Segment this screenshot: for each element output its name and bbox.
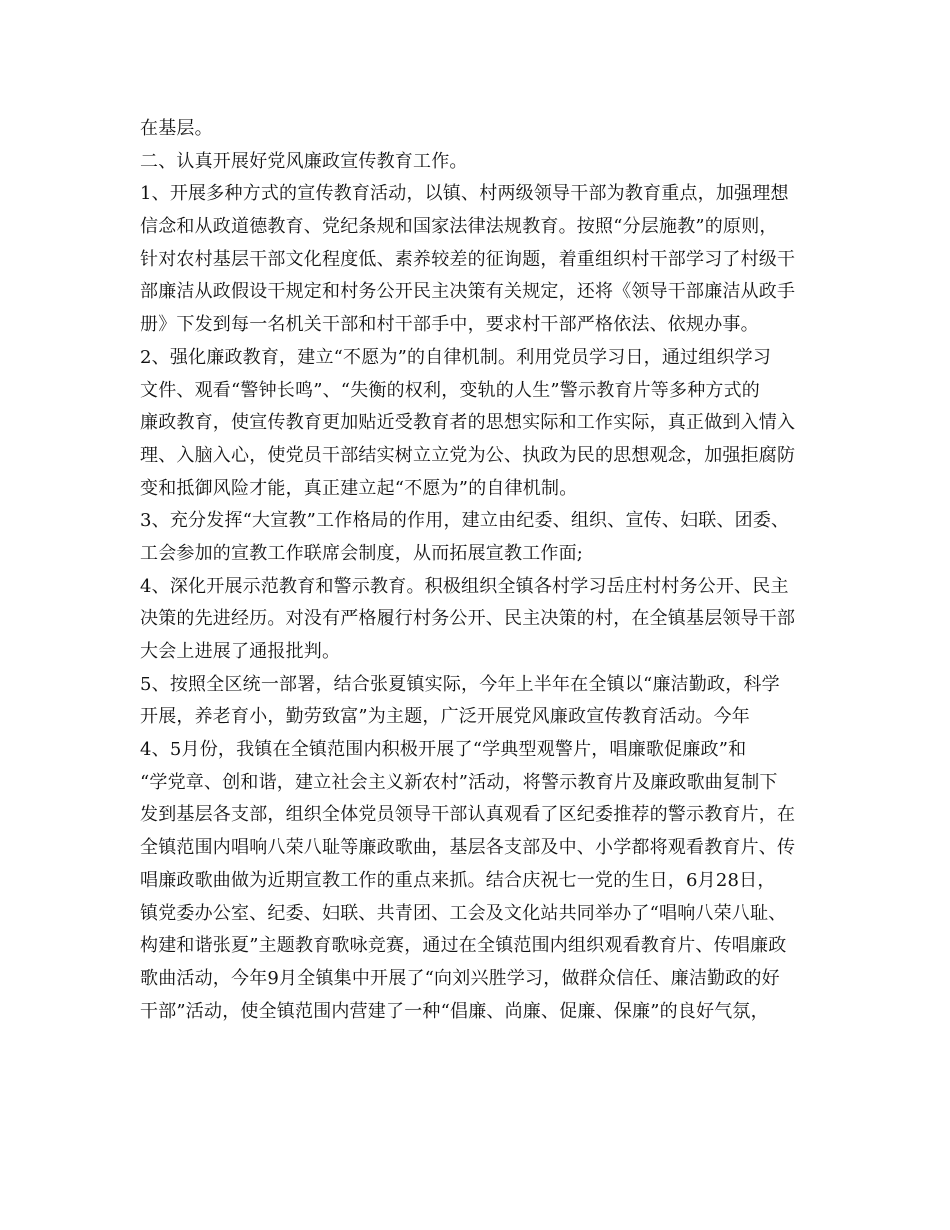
text-line: 决策的先进经历。对没有严格履行村务公开、民主决策的村，在全镇基层领导干部: [140, 608, 796, 630]
text-line: 开展，养老育小，勤劳致富”为主题，广泛开展党风廉政宣传教育活动。今年: [140, 706, 750, 728]
text-line: 部廉洁从政假设干规定和村务公开民主决策有关规定，还将《领导干部廉洁从政手: [140, 281, 796, 303]
text-line: 4、深化开展示范教育和警示教育。积极组织全镇各村学习岳庄村村务公开、民主: [140, 575, 789, 597]
text-line: 3、充分发挥“大宣教”工作格局的作用，建立由纪委、组织、宣传、妇联、团委、: [140, 510, 790, 532]
text-line: 干部”活动，使全镇范围内营建了一种“倡廉、尚廉、促廉、保廉”的良好气氛，: [140, 1000, 769, 1022]
text-line: 4、5月份，我镇在全镇范围内积极开展了“学典型观警片，唱廉歌促廉政”和: [140, 739, 747, 761]
text-line: 全镇范围内唱响八荣八耻等廉政歌曲，基层各支部及中、小学都将观看教育片、传: [140, 837, 796, 859]
text-line: 唱廉政歌曲做为近期宣教工作的重点来抓。结合庆祝七一党的生日，6月28日，: [140, 869, 776, 891]
text-line: 大会上进展了通报批判。: [140, 641, 341, 662]
text-line: 工会参加的宣教工作联席会制度，从而拓展宣教工作面;: [140, 542, 584, 564]
text-line: 构建和谐张夏”主题教育歌咏竞赛，通过在全镇范围内组织观看教育片、传唱廉政: [140, 935, 787, 957]
text-line: 册》下发到每一名机关干部和村干部手中，要求村干部严格依法、依规办事。: [140, 314, 759, 336]
text-line: “学党章、创和谐，建立社会主义新农村”活动，将警示教育片及廉政歌曲复制下: [140, 771, 778, 793]
text-line: 信念和从政道德教育、党纪条规和国家法律法规教育。按照“分层施教”的原则，: [140, 216, 778, 238]
text-line: 变和抵御风险才能，真正建立起“不愿为”的自律机制。: [140, 477, 578, 499]
section-heading: 二、认真开展好党风廉政宣传教育工作。: [140, 150, 468, 172]
text-line: 文件、观看“警钟长鸣”、“失衡的权利，变轨的人生”警示教育片等多种方式的: [140, 379, 761, 401]
text-line: 镇党委办公室、纪委、妇联、共青团、工会及文化站共同举办了“唱响八荣八耻、: [140, 902, 787, 924]
text-line: 发到基层各支部，组织全体党员领导干部认真观看了区纪委推荐的警示教育片，在: [140, 804, 796, 826]
text-line: 1、开展多种方式的宣传教育活动，以镇、村两级领导干部为教育重点，加强理想: [140, 183, 789, 205]
text-line: 针对农村基层干部文化程度低、素养较差的征询题，着重组织村干部学习了村级干: [140, 248, 796, 270]
text-line: 在基层。: [140, 118, 213, 139]
text-line: 歌曲活动，今年9月全镇集中开展了“向刘兴胜学习，做群众信任、廉洁勤政的好: [140, 967, 780, 989]
document-body: [140, 113, 830, 1028]
text-line: 5、按照全区统一部署，结合张夏镇实际，今年上半年在全镇以“廉洁勤政，科学: [140, 673, 780, 695]
text-line: 廉政教育，使宣传教育更加贴近受教育者的思想实际和工作实际，真正做到入情入: [140, 412, 796, 434]
text-line: 2、强化廉政教育，建立“不愿为”的自律机制。利用党员学习日，通过组织学习: [140, 346, 772, 368]
text-line: 理、入脑入心，使党员干部结实树立立党为公、执政为民的思想观念，加强拒腐防: [140, 444, 796, 466]
